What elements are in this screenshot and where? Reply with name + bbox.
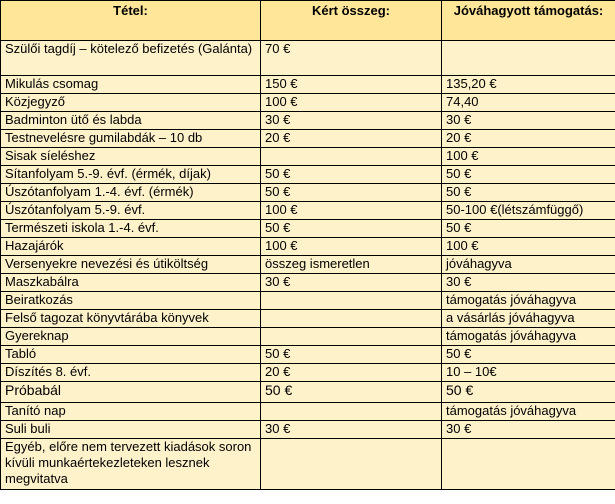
item-cell: Sisak síeléshez xyxy=(1,148,261,166)
item-cell: Közjegyző xyxy=(1,94,261,112)
approved-cell: támogatás jóváhagyva xyxy=(442,328,615,346)
item-cell: Badminton ütő és labda xyxy=(1,112,261,130)
item-cell: Tabló xyxy=(1,346,261,364)
table-row xyxy=(1,328,615,346)
approved-cell: 50 € xyxy=(442,184,615,202)
requested-cell xyxy=(261,292,442,310)
item-cell: Úszótanfolyam 5.-9. évf. xyxy=(1,202,261,220)
approved-cell: 50-100 €(létszámfüggő) xyxy=(442,202,615,220)
table-row xyxy=(1,346,615,364)
approved-cell: 30 € xyxy=(442,421,615,439)
table-row xyxy=(1,274,615,292)
requested-cell: 50 € xyxy=(261,346,442,364)
item-cell: Természeti iskola 1.-4. évf. xyxy=(1,220,261,238)
item-cell: Felső tagozat könyvtárába könyvek xyxy=(1,310,261,328)
requested-cell: összeg ismeretlen xyxy=(261,256,442,274)
table-row xyxy=(1,292,615,310)
requested-cell: 30 € xyxy=(261,421,442,439)
approved-cell: támogatás jóváhagyva xyxy=(442,292,615,310)
requested-cell xyxy=(261,148,442,166)
table-row xyxy=(1,439,615,490)
requested-cell: 70 € xyxy=(261,41,442,76)
item-cell: Úszótanfolyam 1.-4. évf. (érmék) xyxy=(1,184,261,202)
table-row xyxy=(1,112,615,130)
approved-cell: 10 – 10€ xyxy=(442,364,615,382)
item-cell: Suli buli xyxy=(1,421,261,439)
item-cell: Maszkabálra xyxy=(1,274,261,292)
requested-cell: 20 € xyxy=(261,364,442,382)
table-row xyxy=(1,202,615,220)
requested-cell: 50 € xyxy=(261,382,442,403)
requested-cell: 50 € xyxy=(261,166,442,184)
approved-cell: 30 € xyxy=(442,112,615,130)
approved-cell: 30 € xyxy=(442,274,615,292)
header-approved: Jóváhagyott támogatás: xyxy=(442,1,615,41)
approved-cell xyxy=(442,439,615,490)
requested-cell: 100 € xyxy=(261,94,442,112)
requested-cell: 30 € xyxy=(261,112,442,130)
item-cell: Szülői tagdíj – kötelező befizetés (Galánta) xyxy=(1,41,261,76)
table-row xyxy=(1,238,615,256)
header-item: Tétel: xyxy=(1,1,261,41)
item-cell: Sítanfolyam 5.-9. évf. (érmék, díjak) xyxy=(1,166,261,184)
header-requested: Kért összeg: xyxy=(261,1,442,41)
approved-cell: támogatás jóváhagyva xyxy=(442,403,615,421)
item-cell: Mikulás csomag xyxy=(1,76,261,94)
table-row xyxy=(1,41,615,76)
approved-cell: 50 € xyxy=(442,166,615,184)
item-cell: Testnevelésre gumilabdák – 10 db xyxy=(1,130,261,148)
requested-cell: 20 € xyxy=(261,130,442,148)
item-cell: Egyéb, előre nem tervezett kiadások soron kívüli munkaértekezleteken lesznek megvitatva xyxy=(1,439,261,490)
approved-cell: a vásárlás jóváhagyva xyxy=(442,310,615,328)
table-row xyxy=(1,148,615,166)
approved-cell xyxy=(442,41,615,76)
table-row xyxy=(1,76,615,94)
approved-cell: 135,20 € xyxy=(442,76,615,94)
requested-cell: 100 € xyxy=(261,238,442,256)
table-row xyxy=(1,310,615,328)
table-row xyxy=(1,184,615,202)
header-row xyxy=(1,1,615,41)
requested-cell xyxy=(261,328,442,346)
table-row xyxy=(1,403,615,421)
table-row xyxy=(1,421,615,439)
item-cell: Díszítés 8. évf. xyxy=(1,364,261,382)
approved-cell: 20 € xyxy=(442,130,615,148)
approved-cell: 100 € xyxy=(442,148,615,166)
requested-cell: 50 € xyxy=(261,184,442,202)
approved-cell: 74,40 xyxy=(442,94,615,112)
requested-cell xyxy=(261,310,442,328)
requested-cell xyxy=(261,403,442,421)
approved-cell: 50 € xyxy=(442,382,615,403)
item-cell: Beiratkozás xyxy=(1,292,261,310)
item-cell: Gyereknap xyxy=(1,328,261,346)
table-row xyxy=(1,256,615,274)
table-row xyxy=(1,220,615,238)
requested-cell: 30 € xyxy=(261,274,442,292)
requested-cell: 150 € xyxy=(261,76,442,94)
item-cell: Próbabál xyxy=(1,382,261,403)
table-row xyxy=(1,166,615,184)
approved-cell: jóváhagyva xyxy=(442,256,615,274)
requested-cell xyxy=(261,439,442,490)
requested-cell: 50 € xyxy=(261,220,442,238)
table-row xyxy=(1,364,615,382)
requested-cell: 100 € xyxy=(261,202,442,220)
approved-cell: 50 € xyxy=(442,220,615,238)
table-row xyxy=(1,382,615,403)
table-row xyxy=(1,94,615,112)
approved-cell: 50 € xyxy=(442,346,615,364)
item-cell: Hazajárók xyxy=(1,238,261,256)
table-row xyxy=(1,130,615,148)
item-cell: Tanító nap xyxy=(1,403,261,421)
approved-cell: 100 € xyxy=(442,238,615,256)
item-cell: Versenyekre nevezési és útiköltség xyxy=(1,256,261,274)
